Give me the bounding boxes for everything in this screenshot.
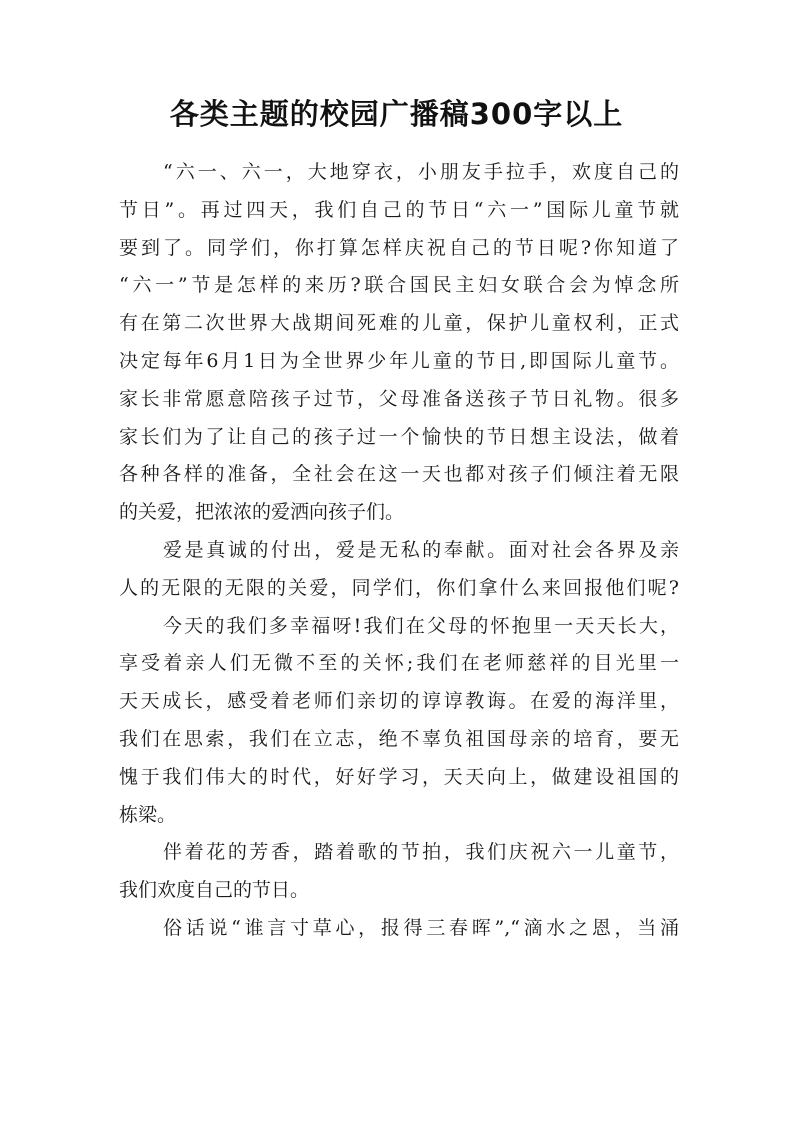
text-line: 栋梁。 xyxy=(119,803,177,826)
text-line: 爱是真诚的付出，爱是无私的奉献。面对社会各界及亲 xyxy=(163,538,679,561)
text-line: 享受着亲人们无微不至的关怀;我们在老师慈祥的目光里一 xyxy=(119,652,679,675)
text-line: 我们在思索，我们在立志，绝不辜负祖国母亲的培育，要无 xyxy=(119,727,679,750)
text-line: 今天的我们多幸福呀!我们在父母的怀抱里一天天长大， xyxy=(163,614,679,637)
text-line: “六一、六一，大地穿衣，小朋友手拉手，欢度自己的 xyxy=(163,161,679,183)
text-line: “六一”节是怎样的来历?联合国民主妇女联合会为悼念所 xyxy=(119,274,679,297)
text-line: 家长非常愿意陪孩子过节，父母准备送孩子节日礼物。很多 xyxy=(119,387,679,410)
text-line: 俗话说“谁言寸草心，报得三春晖”,“滴水之恩，当涌 xyxy=(163,916,679,939)
text-line: 我们欢度自己的节日。 xyxy=(119,879,310,902)
text-line: 天天成长，感受着老师们亲切的谆谆教诲。在爱的海洋里， xyxy=(119,690,679,713)
document-title: 各类主题的校园广播稿300字以上 xyxy=(169,97,624,131)
text-line: 各种各样的准备，全社会在这一天也都对孩子们倾注着无限 xyxy=(119,463,679,486)
text-line: 人的无限的无限的关爱，同学们，你们拿什么来回报他们呢? xyxy=(119,576,679,599)
text-line: 的关爱，把浓浓的爱洒向孩子们。 xyxy=(119,501,405,524)
text-line: 伴着花的芳香，踏着歌的节拍，我们庆祝六一儿童节， xyxy=(163,841,679,864)
text-line: 要到了。同学们，你打算怎样庆祝自己的节日呢?你知道了 xyxy=(119,236,679,259)
document-body xyxy=(119,154,679,948)
text-line: 决定每年6月1日为全世界少年儿童的节日,即国际儿童节。 xyxy=(119,349,679,372)
text-line: 有在第二次世界大战期间死难的儿童，保护儿童权利，正式 xyxy=(119,312,679,335)
text-line: 家长们为了让自己的孩子过一个愉快的节日想主设法，做着 xyxy=(119,425,679,448)
text-line: 愧于我们伟大的时代，好好学习，天天向上，做建设祖国的 xyxy=(119,765,679,788)
text-line: 节日”。再过四天，我们自己的节日“六一”国际儿童节就 xyxy=(119,198,679,221)
